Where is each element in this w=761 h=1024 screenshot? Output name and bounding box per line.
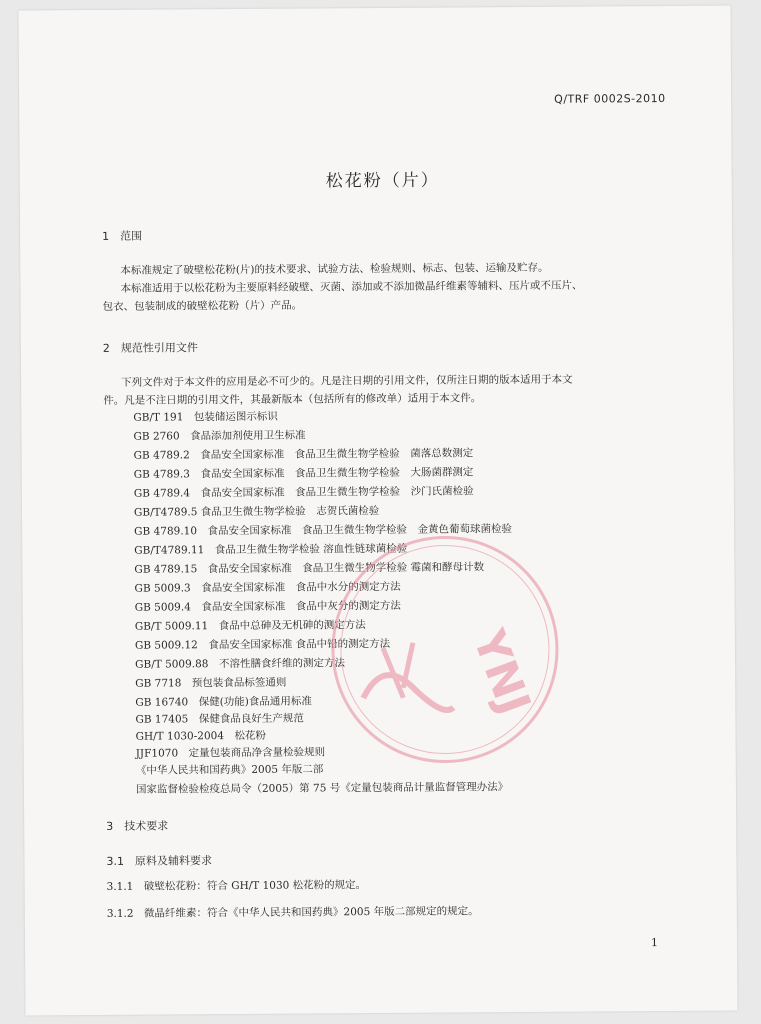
- doc-code: Q/TRF 0002S-2010: [554, 91, 666, 106]
- document-page: [19, 6, 738, 1016]
- section-2-para-1a: 下列文件对于本文件的应用是必不可少的。凡是注日期的引用文件，仅所注日期的版本适用于本文: [121, 373, 573, 389]
- section-1-para-1: 本标准规定了破壁松花粉(片)的技术要求、试验方法、检验规则、标志、包装、运输及贮存。: [120, 261, 549, 277]
- reference-item: GB 5009.12 食品安全国家标准 食品中铅的测定方法: [134, 637, 391, 652]
- reference-item: 《中华人民共和国药典》2005 年版二部: [135, 763, 324, 777]
- reference-item: GB 7718 预包装食品标签通则: [135, 676, 287, 690]
- section-1-para-2b: 包衣、包装制成的破壁松花粉（片）产品。: [102, 299, 303, 313]
- reference-item: GB 16740 保健(功能)食品通用标准: [135, 695, 312, 709]
- section-3-1-2: 3.1.2 微晶纤维素：符合《中华人民共和国药典》2005 年版二部规定的规定。: [106, 905, 479, 920]
- reference-item: GB 4789.3 食品安全国家标准 食品卫生微生物学检验 大肠菌群测定: [133, 466, 474, 481]
- reference-item: GB/T 5009.11 食品中总砷及无机砷的测定方法: [134, 619, 366, 633]
- section-3-heading: 3 技术要求: [106, 819, 169, 833]
- page-title: 松花粉（片）: [325, 170, 440, 192]
- reference-item: GB/T4789.5 食品卫生微生物学检验 志贺氏菌检验: [133, 504, 380, 519]
- reference-item: 国家监督检验检疫总局令（2005）第 75 号《定量包装商品计量监督管理办法》: [135, 781, 509, 796]
- reference-item: GB 4789.4 食品安全国家标准 食品卫生微生物学检验 沙门氏菌检验: [133, 485, 474, 500]
- section-1-para-2a: 本标准适用于以松花粉为主要原料经破壁、灭菌、添加或不添加微晶纤维素等辅料、压片或不压片、: [120, 279, 583, 295]
- reference-item: GB/T 191 包装储运图示标识: [133, 410, 278, 424]
- reference-item: GB 17405 保健食品良好生产规范: [135, 712, 304, 726]
- reference-item: GB 4789.15 食品安全国家标准 食品卫生微生物学检验 霉菌和酵母计数: [134, 561, 485, 576]
- section-2-heading: 2 规范性引用文件: [102, 341, 198, 355]
- section-1-heading: 1 范围: [102, 229, 143, 243]
- reference-item: GH/T 1030-2004 松花粉: [135, 729, 267, 743]
- stamp-text: YNJ: [462, 623, 541, 721]
- reference-item: JJF1070 定量包装商品净含量检验规则: [135, 746, 326, 760]
- reference-item: GB/T4789.11 食品卫生微生物学检验 溶血性链球菌检验: [134, 542, 408, 557]
- page-number: 1: [650, 936, 659, 950]
- company-seal-stamp: [322, 527, 569, 774]
- section-3-1-1: 3.1.1 破壁松花粉：符合 GH/T 1030 松花粉的规定。: [106, 879, 367, 893]
- section-2-para-1b: 件。凡是不注日期的引用文件，其最新版本（包括所有的修改单）适用于本文件。: [103, 392, 482, 407]
- reference-item: GB 2760 食品添加剂使用卫生标准: [133, 429, 306, 443]
- reference-item: GB 4789.10 食品安全国家标准 食品卫生微生物学检验 金黄色葡萄球菌检验: [134, 523, 513, 538]
- reference-item: GB 4789.2 食品安全国家标准 食品卫生微生物学检验 菌落总数测定: [133, 447, 474, 462]
- reference-item: GB 5009.3 食品安全国家标准 食品中水分的测定方法: [134, 580, 401, 595]
- reference-item: GB 5009.4 食品安全国家标准 食品中灰分的测定方法: [134, 599, 401, 614]
- section-3-1-heading: 3.1 原料及辅料要求: [106, 854, 212, 868]
- reference-item: GB/T 5009.88 不溶性膳食纤维的测定方法: [135, 657, 346, 671]
